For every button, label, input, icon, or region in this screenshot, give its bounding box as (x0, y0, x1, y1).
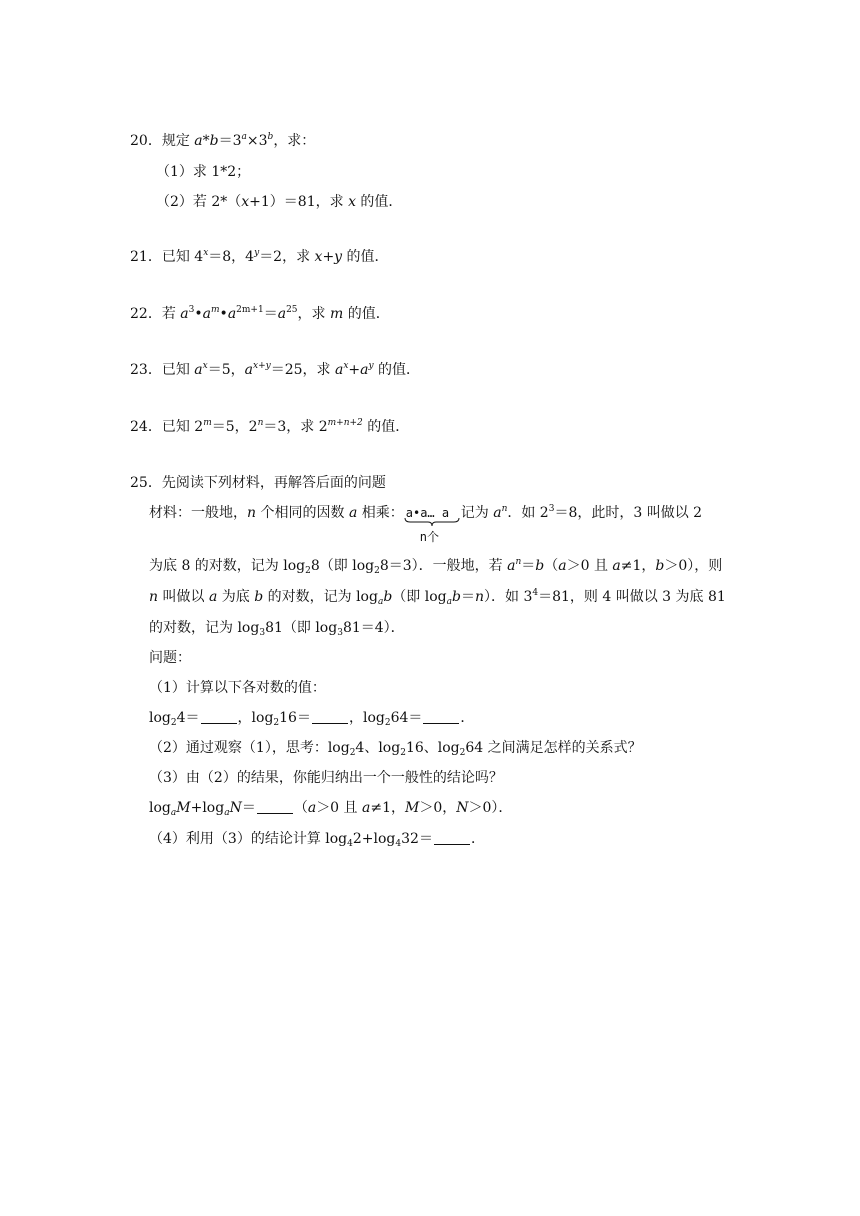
answer-blank[interactable] (423, 709, 459, 724)
material-line-3: n 叫做以 a 为底 b 的对数，记为 $\log_ab$（即 $\log_ab=n$）．如 $3^4=81$，则 4 叫做以 3 为底 81 (149, 588, 726, 607)
problem-part-1-blanks: $\log_24=$ ，$\log_216=$ ，$\log_264=$ ． (149, 710, 475, 728)
answer-blank[interactable] (201, 709, 237, 724)
material-line-4: 的对数，记为 $\log_381$（即 $\log_381=4$）． (149, 620, 405, 638)
question-20-part-2: （2）若 2*（x+1）＝81，求 x 的值． (156, 194, 403, 210)
problem-heading: 问题： (149, 650, 191, 666)
question-21: 21．已知 $4^x=8$，$4^y=2$，求 x+y 的值． (130, 248, 389, 265)
question-24: 24．已知 $2^m=5$，$2^n=3$，求 $2^{m+n+2}$ 的值． (130, 418, 410, 435)
problem-part-1: （1）计算以下各对数的值： (149, 680, 326, 696)
question-22: 22．若 $a^3•a^m•a^{2m+1}=a^{25}$，求 m 的值． (130, 305, 390, 322)
answer-blank[interactable] (434, 830, 470, 845)
question-20: 20．规定 $a*b=3^a\times 3^b$，求： (130, 132, 316, 149)
problem-part-2: （2）通过观察（1），思考：$\log_24$、$\log_216$、$\log_264$ 之间满足怎样的关系式？ (149, 740, 642, 758)
question-20-part-1: （1）求 1*2； (156, 164, 251, 180)
material-line-1: 材料：一般地，n 个相同的因数 a 相乘： a•a… a n个 记为 $a^n$．如 $2^3=8$，此时，3 叫做以 2 (149, 504, 703, 544)
product-brace-figure: a•a… a n个 (404, 503, 460, 523)
problem-part-3-formula: $\log_aM+\log_aN= (a>0$ 且 a≠1，M＞0，N＞0）． (149, 800, 513, 818)
material-line-2: 为底 8 的对数，记为 $\log_28$（即 $\log_28=3$）．一般地，若 $a^n=b(a>0$ 且 a≠1，b＞0），则 (149, 557, 723, 576)
answer-blank[interactable] (312, 709, 348, 724)
answer-blank[interactable] (257, 799, 293, 814)
problem-part-4: （4）利用（3）的结论计算 $\log_42+\log_432=$ ． (149, 831, 485, 849)
question-25-title: 25．先阅读下列材料，再解答后面的问题 (130, 475, 386, 491)
problem-part-3: （3）由（2）的结果，你能归纳出一个一般性的结论吗？ (149, 770, 503, 786)
question-23: 23．已知 $a^x=5$，$a^{x+y}=25$，求 $a^x+a^y$ 的值． (130, 361, 421, 378)
